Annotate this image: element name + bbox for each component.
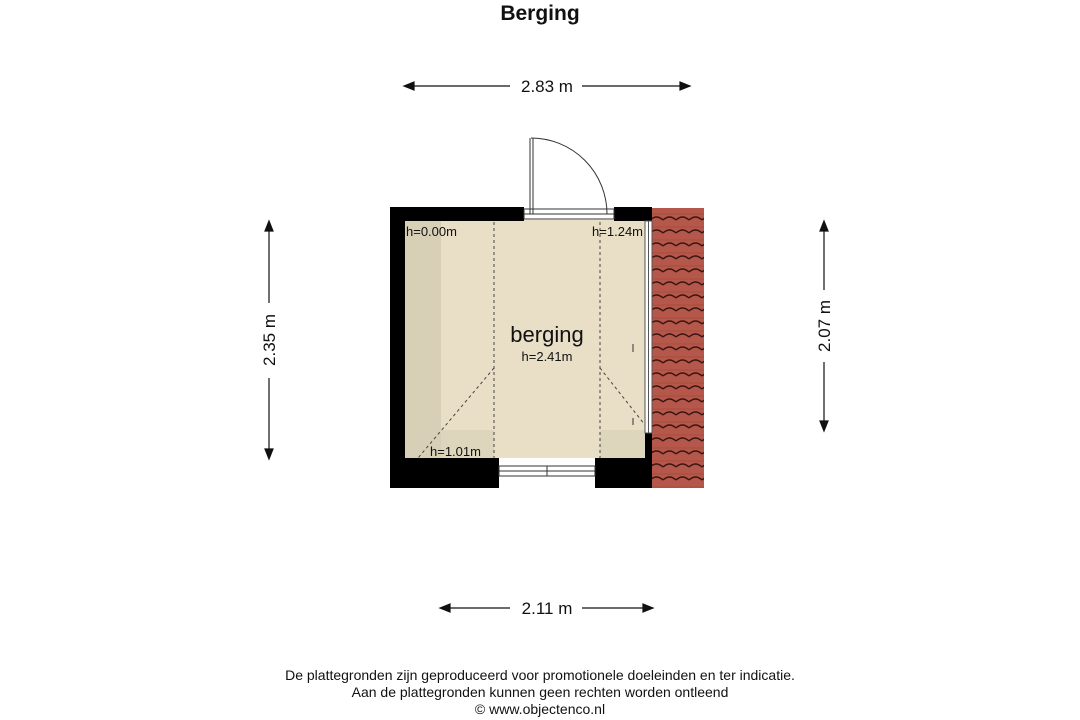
door-top [524, 138, 614, 219]
page-title: Berging [500, 2, 580, 25]
dimension-left-height: 2.35 m [260, 314, 279, 366]
dimension-right-height: 2.07 m [815, 300, 834, 352]
height-label-top-right: h=1.24m [592, 224, 643, 239]
right-window [645, 221, 652, 433]
disclaimer [0, 667, 1080, 718]
dimension-bottom-width: 2.11 m [521, 599, 573, 618]
room-name: berging [510, 322, 584, 347]
copyright-link: © www.objectenco.nl [474, 701, 606, 717]
disclaimer-line-2: Aan de plattegronden kunnen geen rechten worden ontleend [351, 684, 729, 700]
roof-tiles [652, 208, 704, 488]
room-height: h=2.41m [521, 349, 573, 364]
dimension-top-width: 2.83 m [521, 77, 573, 96]
slope-bottom-right [600, 430, 645, 458]
bottom-window [499, 466, 595, 476]
height-label-bottom-left: h=1.01m [430, 444, 481, 459]
slope-left [404, 220, 441, 458]
height-label-top-left: h=0.00m [406, 224, 457, 239]
disclaimer-line-1: De plattegronden zijn geproduceerd voor promotionele doeleinden en ter indicatie. [285, 667, 795, 683]
